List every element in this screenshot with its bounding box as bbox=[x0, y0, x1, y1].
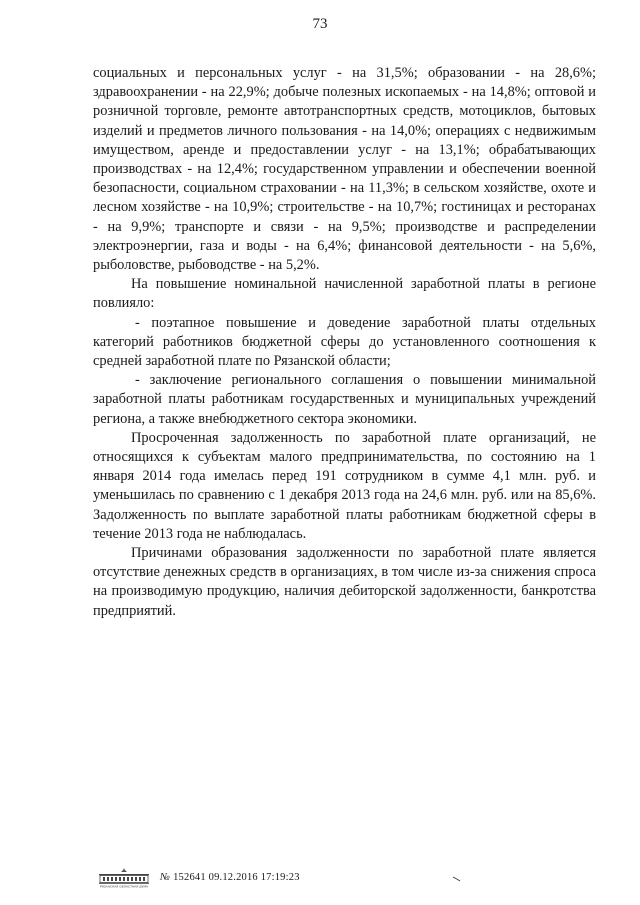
paragraph-arrears-causes: Причинами образования задолженности по заработной плате является отсутствие денежных средств в организациях, в том числе из-за снижения спроса на производимую продукцию, наличия дебиторской задолженности, банкротства предприятий. bbox=[93, 545, 596, 619]
list-item-budget-sector: - поэтапное повышение и доведение заработной платы отдельных категорий работников бюджетной сферы до установленного соотношения к средней заработной плате по Рязанской области; bbox=[93, 314, 596, 370]
registration-datetime: 152641 09.12.2016 17:19:23 bbox=[173, 872, 300, 883]
number-sign: № bbox=[160, 872, 171, 883]
paragraph-wage-factors-intro: На повышение номинальной начисленной заработной платы в регионе повлияло: bbox=[93, 276, 596, 312]
body-text bbox=[93, 64, 596, 621]
registration-number bbox=[160, 872, 300, 883]
svg-text:РЯЗАНСКАЯ ОБЛАСТНАЯ ДУМА: РЯЗАНСКАЯ ОБЛАСТНАЯ ДУМА bbox=[99, 884, 149, 888]
paragraph-wage-arrears: Просроченная задолженность по заработной плате организаций, не относящихся к субъектам малого предпринимательства, по состоянию на 1 января 2014 года имелась перед 191 сотрудником в сумме 4,1 млн. руб. и уменьшилась по сравнению с 1 декабря 2013 года на 24,6 млн. руб. или на 85,6%. Задолженность по выплате заработной платы работникам бюджетной сферы в течение 2013 года не наблюдалась. bbox=[93, 429, 596, 542]
page-number: 73 bbox=[312, 16, 328, 32]
list-item-regional-agreement: - заключение регионального соглашения о повышении минимальной заработной платы работникам государственных и муниципальных учреждений региона, а также внебюджетного сектора экономики. bbox=[93, 372, 596, 427]
registration-stamp bbox=[97, 868, 357, 888]
paragraph-sector-growth: социальных и персональных услуг - на 31,5%; образовании - на 28,6%; здравоохранении - на 22,9%; добыче полезных ископаемых - на 14,8%; оптовой и розничной торговле, ремонте автотранспортных средств, мотоциклов, бытовых изделий и предметов личного пользования - на 14,0%; операциях с недвижимым имуществом, аренде и предоставлении услуг - на 13,1%; обрабатывающих производствах - на 12,4%; государственном управлении и обеспечении военной безопасности, социальном страховании - на 11,3%; в сельском хозяйстве, охоте и лесном хозяйстве - на 10,9%; строительстве - на 10,7%; гостиницах и ресторанах - на 9,9%; транспорте и связи - на 9,5%; производстве и распределении электроэнергии, газа и воды - на 6,4%; финансовой деятельности - на 5,6%, рыболовстве, рыбоводстве - на 5,2%. bbox=[93, 65, 596, 274]
pen-mark bbox=[452, 876, 462, 882]
duma-building-logo bbox=[97, 868, 151, 888]
